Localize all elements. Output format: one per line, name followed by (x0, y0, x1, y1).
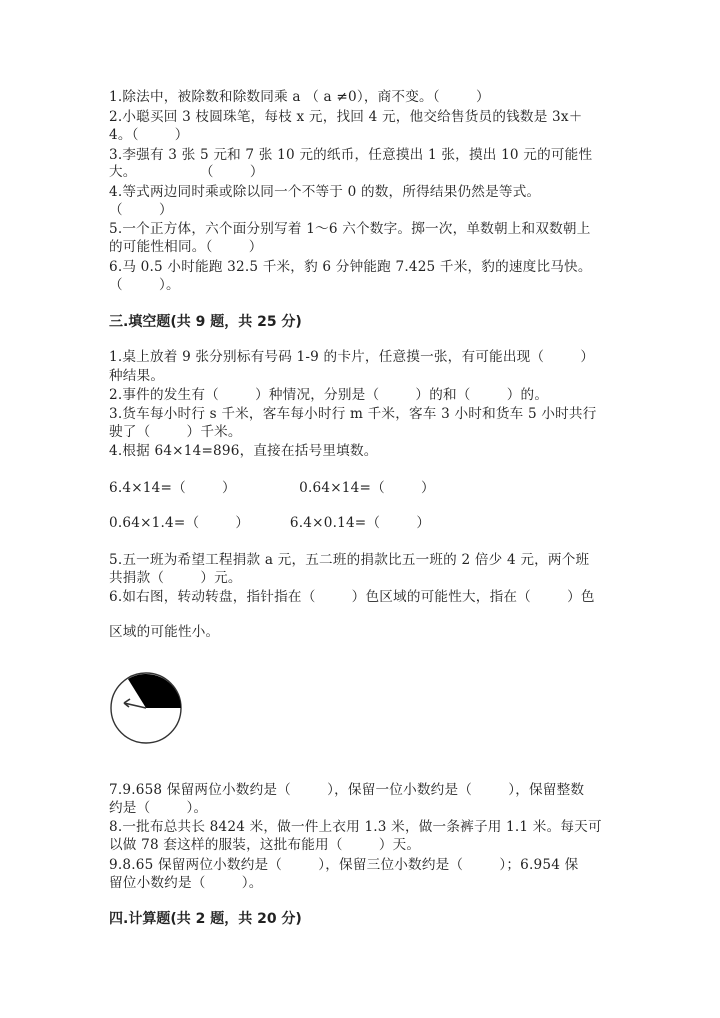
fill-q8-line2: 以做 78 套这样的服装，这批布能用（ ）天。 (109, 837, 421, 853)
fill-q5-line1: 5.五一班为希望工程捐款 a 元，五二班的捐款比五一班的 2 倍少 4 元，两个班 (109, 552, 590, 568)
fill-q6-line1: 6.如右图，转动转盘，指针指在（ ）色区域的可能性大，指在（ ）色 (109, 589, 595, 605)
section-4-title: 四.计算题(共 2 题，共 20 分) (109, 911, 302, 927)
judgement-q2-line1: 2.小聪买回 3 枝圆珠笔，每枝 x 元，找回 4 元，他交给售货员的钱数是 3x＋ (109, 109, 583, 125)
judgement-q3-line1: 3.李强有 3 张 5 元和 7 张 10 元的纸币，任意摸出 1 张，摸出 10 元的可能性 (109, 147, 593, 163)
fill-q4-row1: 6.4×14=（ ） 0.64×14=（ ） (109, 480, 435, 496)
fill-q9-line2: 留位小数约是（ ）。 (109, 875, 263, 891)
fill-q1-line2: 种结果。 (109, 368, 165, 384)
judgement-q4-line1: 4.等式两边同时乘或除以同一个不等于 0 的数，所得结果仍然是等式。 (109, 184, 541, 200)
fill-q7-line1: 7.9.658 保留两位小数约是（ ），保留一位小数约是（ ），保留整数 (109, 782, 585, 798)
judgement-q1: 1.除法中，被除数和除数同乘 a （ a ≠0），商不变。（ ） (109, 89, 490, 105)
fill-q5-line2: 共捐款（ ）元。 (109, 570, 242, 586)
fill-q3-line1: 3.货车每小时行 s 千米，客车每小时行 m 千米，客车 3 小时和货车 5 小时共行 (109, 406, 597, 422)
judgement-q5-line1: 5.一个正方体，六个面分别写着 1～6 六个数字。掷一次，单数朝上和双数朝上 (109, 221, 591, 237)
fill-q4: 4.根据 64×14=896，直接在括号里填数。 (109, 443, 378, 459)
spinner-figure (108, 670, 184, 746)
judgement-q6-line2: （ ）。 (109, 277, 180, 293)
fill-q6-line2: 区域的可能性小。 (109, 624, 220, 640)
judgement-q3-line2: 大。 （ ） (109, 164, 264, 180)
fill-q7-line2: 约是（ ）。 (109, 800, 208, 816)
judgement-q6-line1: 6.马 0.5 小时能跑 32.5 千米，豹 6 分钟能跑 7.425 千米，豹的速度比马快。 (109, 259, 592, 275)
fill-q2: 2.事件的发生有（ ）种情况，分别是（ ）的和（ ）的。 (109, 387, 549, 403)
fill-q3-line2: 驶了（ ）千米。 (109, 424, 242, 440)
fill-q8-line1: 8.一批布总共长 8424 米，做一件上衣用 1.3 米，做一条裤子用 1.1 米。每天可 (109, 819, 602, 835)
section-3-title: 三.填空题(共 9 题，共 25 分) (109, 314, 302, 330)
judgement-q2-line2: 4。（ ） (109, 127, 189, 143)
fill-q1-line1: 1.桌上放着 9 张分别标有号码 1-9 的卡片，任意摸一张，有可能出现（ ） (109, 349, 595, 365)
judgement-q4-line2: （ ） (109, 202, 173, 218)
fill-q4-row2: 0.64×1.4=（ ） 6.4×0.14=（ ） (109, 515, 431, 531)
fill-q9-line1: 9.8.65 保留两位小数约是（ ），保留三位小数约是（ ）；6.954 保 (109, 857, 579, 873)
judgement-q5-line2: 的可能性相同。（ ） (109, 239, 263, 255)
